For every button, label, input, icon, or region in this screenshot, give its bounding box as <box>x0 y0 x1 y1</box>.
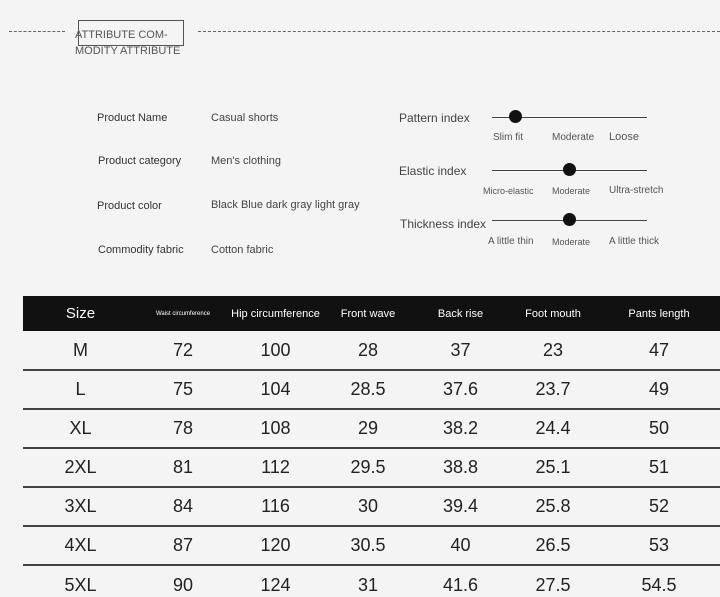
waist-cell: 90 <box>172 574 194 595</box>
waist-cell: 81 <box>138 448 228 487</box>
back-rise-cell: 41.6 <box>442 574 479 595</box>
pants-length-cell: 51 <box>598 448 720 487</box>
foot-mouth-cell: 25.8 <box>508 487 598 526</box>
thickness-index-marker <box>563 213 576 226</box>
back-rise-cell: 38.8 <box>413 448 508 487</box>
pattern-index-marker <box>509 110 522 123</box>
table-row <box>23 448 720 487</box>
waist-cell: 87 <box>138 526 228 565</box>
table-row <box>23 487 720 526</box>
foot-mouth-cell: 26.5 <box>508 526 598 565</box>
back-rise-cell: 37 <box>413 331 508 370</box>
header-divider-right <box>198 31 720 32</box>
waist-cell: 84 <box>138 487 228 526</box>
back-rise-cell: 38.2 <box>413 409 508 448</box>
pants-length-cell: 47 <box>598 331 720 370</box>
size-cell: 3XL <box>23 487 138 526</box>
pattern-index-option-3: Loose <box>609 131 639 143</box>
thickness-index-option-2: Moderate <box>552 237 591 247</box>
header-back-rise: Back rise <box>413 296 508 331</box>
hip-cell: 120 <box>228 526 323 565</box>
header-front-wave: Front wave <box>323 296 413 331</box>
elastic-index-label: Elastic index <box>399 164 467 178</box>
pattern-index-option-1: Slim fit <box>493 132 523 143</box>
hip-cell: 116 <box>228 487 323 526</box>
hip-cell: 124 <box>260 574 291 595</box>
front-wave-cell: 29 <box>323 409 413 448</box>
elastic-index-marker <box>563 163 576 176</box>
attr-value-product-category: Men's clothing <box>211 155 281 167</box>
foot-mouth-cell: 23.7 <box>508 370 598 409</box>
pants-length-cell: 54.5 <box>641 574 677 595</box>
attr-value-product-color: Black Blue dark gray light gray <box>211 199 360 211</box>
header-foot-mouth: Foot mouth <box>508 296 598 331</box>
size-table-header-row <box>23 296 720 331</box>
size-cell: L <box>23 370 138 409</box>
header-title: ATTRIBUTE COM- MODITY ATTRIBUTE <box>75 29 181 57</box>
thickness-index-option-3: A little thick <box>609 236 660 247</box>
pants-length-cell: 53 <box>598 526 720 565</box>
thickness-index-option-1: A little thin <box>488 236 534 247</box>
size-cell: XL <box>23 409 138 448</box>
back-rise-cell: 39.4 <box>413 487 508 526</box>
attr-label-commodity-fabric: Commodity fabric <box>98 244 184 256</box>
header-waist-circumference: Waist circumference <box>138 296 228 331</box>
header-pants-length: Pants length <box>598 296 720 331</box>
hip-cell: 112 <box>228 448 323 487</box>
table-row <box>23 331 720 370</box>
table-row <box>23 409 720 448</box>
size-cell: 4XL <box>23 526 138 565</box>
back-rise-cell: 37.6 <box>413 370 508 409</box>
elastic-index-option-2: Moderate <box>552 186 591 196</box>
waist-cell: 72 <box>138 331 228 370</box>
foot-mouth-cell: 24.4 <box>508 409 598 448</box>
attr-label-product-name: Product Name <box>97 112 168 124</box>
pants-length-cell: 52 <box>598 487 720 526</box>
front-wave-cell: 29.5 <box>323 448 413 487</box>
waist-cell: 78 <box>138 409 228 448</box>
pants-length-cell: 50 <box>598 409 720 448</box>
table-row <box>23 370 720 409</box>
header-hip-circumference: Hip circumference <box>228 296 323 331</box>
hip-cell: 100 <box>228 331 323 370</box>
size-table <box>23 296 720 597</box>
attr-label-product-color: Product color <box>97 200 162 212</box>
table-row <box>23 565 720 597</box>
front-wave-cell: 30 <box>323 487 413 526</box>
attr-value-commodity-fabric: Cotton fabric <box>211 244 274 256</box>
table-row <box>23 526 720 565</box>
elastic-index-option-1: Micro-elastic <box>483 186 534 196</box>
foot-mouth-cell: 23 <box>508 331 598 370</box>
attr-value-product-name: Casual shorts <box>211 112 279 124</box>
pattern-index-label: Pattern index <box>399 111 470 125</box>
hip-cell: 108 <box>228 409 323 448</box>
size-cell: 5XL <box>64 574 97 595</box>
front-wave-cell: 28.5 <box>323 370 413 409</box>
front-wave-cell: 28 <box>323 331 413 370</box>
header-divider-left <box>9 31 65 32</box>
elastic-index-option-3: Ultra-stretch <box>609 185 664 196</box>
size-cell: M <box>23 331 138 370</box>
hip-cell: 104 <box>228 370 323 409</box>
foot-mouth-cell: 27.5 <box>535 574 571 595</box>
back-rise-cell: 40 <box>413 526 508 565</box>
size-cell: 2XL <box>23 448 138 487</box>
waist-cell: 75 <box>138 370 228 409</box>
attr-label-product-category: Product category <box>98 155 182 167</box>
foot-mouth-cell: 25.1 <box>508 448 598 487</box>
front-wave-cell: 31 <box>357 574 379 595</box>
pants-length-cell: 49 <box>598 370 720 409</box>
header-size: Size <box>23 296 138 331</box>
pattern-index-option-2: Moderate <box>552 132 595 143</box>
front-wave-cell: 30.5 <box>323 526 413 565</box>
thickness-index-label: Thickness index <box>400 217 487 231</box>
